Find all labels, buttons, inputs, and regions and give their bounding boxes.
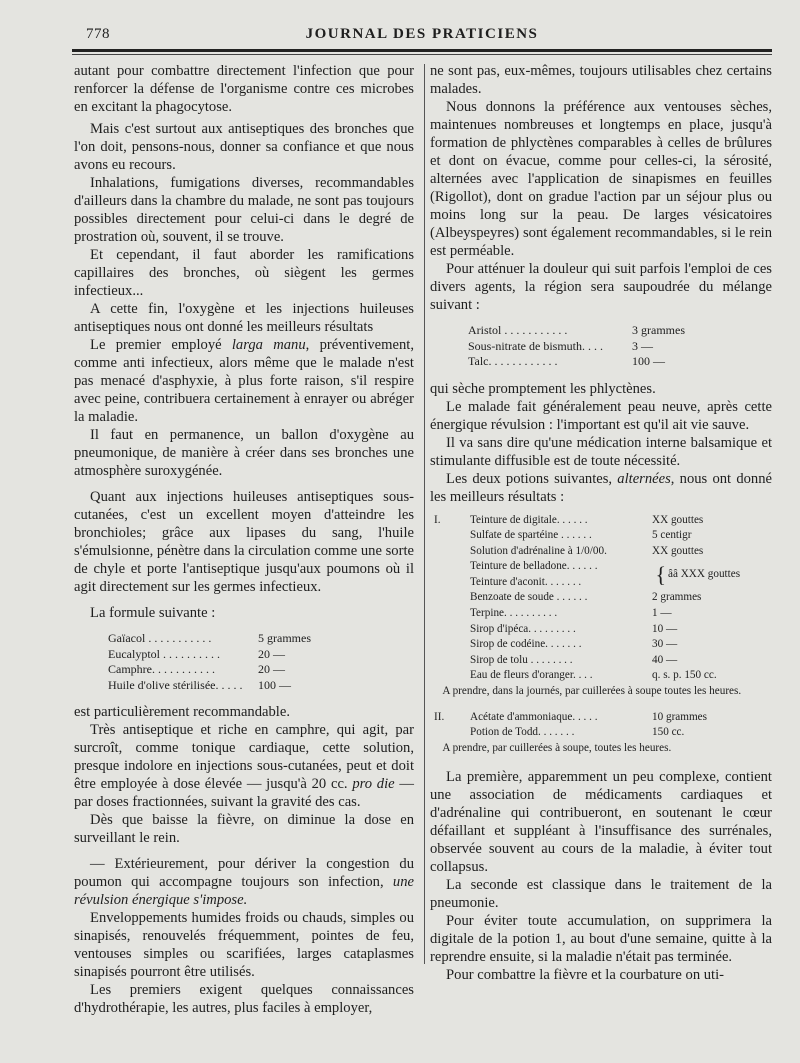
ingredient-name: Aristol . . . . . . . . . . . (468, 323, 568, 337)
ingredient-name: Benzoate de soude . . . . . . (470, 591, 588, 604)
potion-instructions: A prendre, par cuillerées à soupe, toutes les heures. (442, 742, 672, 755)
italic-text: larga manu (231, 337, 306, 353)
ingredient-name: Acétate d'ammoniaque. . . . . (470, 710, 598, 723)
column-divider (424, 64, 425, 964)
ingredient-quantity: 40 — (652, 653, 678, 666)
potion-number: I. (434, 513, 441, 526)
potion-row (430, 544, 772, 560)
formula-row (468, 339, 728, 355)
ingredient-quantity: 150 cc. (652, 726, 685, 739)
paragraph: Pour éviter toute accumulation, on supprimera la digitale de la potion 1, au bout d'une semaine, quitte à la reprendre ensuite, si la maladie n'était pas terminée. (430, 912, 772, 965)
header-rule-thin (72, 54, 772, 55)
potion-row (430, 513, 772, 529)
potion-row (430, 653, 772, 669)
italic-text: pro die (352, 776, 395, 792)
paragraph: qui sèche promptement les phlyctènes. (430, 380, 656, 397)
paragraph: A cette fin, l'oxygène et les injections huileuses antiseptiques nous ont donné les meilleurs résultats (74, 301, 414, 335)
ingredient-name: Sirop d'ipéca. . . . . . . . . (470, 622, 576, 635)
text-run: , nous ont donné les meilleurs résultats : (430, 470, 772, 505)
ingredient-name: Potion de Todd. . . . . . . (470, 726, 575, 739)
formula-row (108, 631, 354, 647)
paragraph: Dès que baisse la fièvre, on diminue la dose en surveillant le rein. (74, 812, 414, 846)
ingredient-quantity: XX gouttes (652, 544, 704, 557)
ingredient-quantity: 1 — (652, 607, 672, 620)
brace-names (470, 559, 653, 590)
left-column (74, 62, 414, 1017)
ingredient-name: Talc. . . . . . . . . . . . (468, 354, 558, 368)
potion-row (430, 590, 772, 606)
page-number: 778 (86, 26, 110, 42)
potion-row (430, 637, 772, 653)
ingredient-quantity: 100 — (632, 354, 665, 368)
text-run: , préventivement, comme anti infectieux, alors même que le malade n'est pas menacé d'asphyxie, à plus forte raison, s'il respire avec peine, contribuera certainement à enrayer ou abréger la maladie. (74, 337, 414, 425)
paragraph: Pour combattre la fièvre et la courbature on uti- (446, 966, 725, 983)
ingredient-quantity: 3 grammes (632, 323, 685, 337)
potion-brace-group (430, 559, 772, 590)
potion-row (430, 528, 772, 544)
potion-row (430, 725, 772, 741)
formula-row (108, 662, 354, 678)
italic-text: une révulsion énergique s'impose. (74, 874, 414, 908)
ingredient-name: Sous-nitrate de bismuth. . . . (468, 338, 603, 353)
ingredient-name: Eau de fleurs d'oranger. . . . (470, 669, 593, 682)
ingredient-quantity: 5 centigr (652, 529, 692, 542)
paragraph (430, 470, 772, 506)
ingredient-quantity: 100 — (258, 677, 291, 692)
potion-number: II. (434, 710, 445, 723)
ingredient-quantity: 20 — (258, 646, 285, 661)
paragraph: Pour atténuer la douleur qui suit parfois l'emploi de ces divers agents, la région sera saupoudrée du mélange suivant : (430, 261, 772, 313)
ingredient-quantity: 2 grammes (652, 591, 702, 604)
ingredient-name: Sirop de tolu . . . . . . . . (470, 653, 573, 666)
journal-title: JOURNAL DES PRATICIENS (305, 26, 539, 42)
ingredient-name: Camphre. . . . . . . . . . . (108, 662, 215, 676)
ingredient-quantity: 5 grammes (258, 631, 311, 645)
ingredient-quantity: q. s. p. 150 cc. (652, 669, 717, 682)
ingredient-quantity: 10 grammes (652, 710, 707, 723)
paragraph: La formule suivante : (90, 605, 216, 621)
paragraph (74, 336, 414, 426)
formula-row (108, 647, 354, 663)
text-run: Le premier employé (90, 337, 232, 353)
text-run: Très antiseptique et riche en camphre, qui agit, par surcroît, comme tonique cardiaque, cette solution, presque indolore en injections sous-cutanées, peut et doit être employée à dose élevée — jusqu'à 20 cc. (74, 722, 414, 792)
italic-text: alternées (617, 470, 671, 487)
paragraph: autant pour combattre directement l'infection que pour renforcer la défense de l'organisme contre ces microbes en excitant la phagocytose. (74, 63, 414, 115)
ingredient-quantity: 30 — (652, 638, 678, 651)
brace-icon: { (655, 561, 666, 587)
paragraph: Inhalations, fumigations diverses, recommandables d'ailleurs dans la chambre du malade, ne sont pas toujours possibles directement pour celui-ci dans le degré de prostration où, souvent, il se trouve. (74, 175, 414, 245)
formula-row (468, 323, 728, 339)
potion-row (430, 622, 772, 638)
paragraph: Il va sans dire qu'une médication interne balsamique et stimulante diffusible est de toute nécessité. (430, 434, 772, 469)
paragraph: Les premiers exigent quelques connaissances d'hydrothérapie, les autres, plus faciles à employer, (74, 982, 414, 1016)
header-rule-thick (72, 49, 772, 52)
potion-row (430, 710, 772, 726)
ingredient-quantity: XX gouttes (652, 513, 704, 526)
ingredient-name: Teinture de belladone. . . . . . (470, 560, 598, 573)
formula-table (74, 631, 414, 693)
text-run: — Extérieurement, pour dériver la congestion du poumon qui accompagne toujours son infection, (74, 856, 414, 890)
ingredient-name: Huile d'olive stérilisée. . . . . (108, 677, 243, 692)
potion-one (430, 513, 772, 699)
ingredient-quantity: 3 — (632, 338, 653, 353)
paragraph (74, 721, 414, 811)
potion-row (430, 668, 772, 684)
paragraph: La première, apparemment un peu complexe, contient une association de médicaments cardiaques et d'adrénaline qui contribueront, en soutenant le cœur défaillant et suppléant à l'insuffisance des surrénales, observée souvent au cours de la maladie, à éviter tout collapsus. (430, 768, 772, 875)
running-header (72, 26, 772, 48)
paragraph: Nous donnons la préférence aux ventouses sèches, maintenues nombreuses et longtemps en place, jusqu'à formation de phlyctènes comparables à celles de brûlures et dont on évacue, comme pour celles-ci, la sérosité, alternées avec l'application de sinapismes en feuilles (Rigollot), dont on gradue l'action par un séjour plus ou moins long sur la peau. De larges vésicatoires (Albeyspeyres) sont également recommandables, si le rein est perméable. (430, 99, 772, 259)
text-run: Les deux potions suivantes, (446, 470, 618, 487)
paragraph: Mais c'est surtout aux antiseptiques des bronches que l'on doit, pensons-nous, donner sa confiance et que nous avons eu recours. (74, 121, 414, 173)
paragraph: Il faut en permanence, un ballon d'oxygène au pneumonique, de manière à créer dans ses bronches une atmosphère suroxygénée. (74, 427, 414, 479)
paragraph: ne sont pas, eux-mêmes, toujours utilisables chez certains malades. (430, 63, 772, 97)
paragraph (74, 855, 414, 909)
ingredient-name: Sirop de codéine. . . . . . . (470, 638, 582, 651)
potion-two (430, 710, 772, 756)
ingredient-name: Terpine. . . . . . . . . . (470, 607, 558, 620)
ingredient-quantity: ââ XXX gouttes (668, 568, 741, 581)
potion-row (430, 606, 772, 622)
ingredient-name: Teinture d'aconit. . . . . . . (470, 575, 582, 588)
ingredient-name: Eucalyptol . . . . . . . . . . (108, 646, 220, 661)
formula-row (468, 354, 728, 370)
ingredient-name: Gaïacol . . . . . . . . . . . (108, 631, 212, 645)
paragraph: Enveloppements humides froids ou chauds, simples ou sinapisés, renouvelés fréquemment, pointes de feu, ventouses simples ou scarifiées, larges cataplasmes sinapisés pourront être utilisés. (74, 910, 414, 980)
ingredient-name: Sulfate de spartéine . . . . . . (470, 529, 592, 542)
ingredient-quantity: 10 — (652, 622, 678, 635)
ingredient-name: Solution d'adrénaline à 1/0/00. (470, 544, 607, 557)
potion-instructions: A prendre, dans la journés, par cuillerées à soupe toutes les heures. (442, 685, 742, 698)
right-column (430, 62, 772, 984)
ingredient-quantity: 20 — (258, 662, 285, 676)
paragraph: Et cependant, il faut aborder les ramifications capillaires des bronches, où siègent les germes infectieux... (74, 247, 414, 299)
formula-row (108, 678, 354, 694)
paragraph: Quant aux injections huileuses antiseptiques sous-cutanées, c'est un excellent moyen d'atteindre les bronchioles; grâce aux lipases du sang, l'huile s'émulsionne, pénètre dans la circulation comme une sorte de chyle et porte l'antiseptique jusqu'aux poumons où il agit directement sur les germes infectieux. (74, 489, 414, 595)
paragraph: Le malade fait généralement peau neuve, après cette énergique révulsion : l'important est qu'il ait vie sauve. (430, 398, 772, 433)
paragraph: est particulièrement recommandable. (74, 704, 290, 720)
paragraph: La seconde est classique dans le traitement de la pneumonie. (430, 876, 772, 911)
text-run: — par doses fractionnées, suivant la gravité des cas. (74, 776, 414, 810)
formula-table (430, 323, 772, 370)
ingredient-name: Teinture de digitale. . . . . . (470, 513, 588, 526)
